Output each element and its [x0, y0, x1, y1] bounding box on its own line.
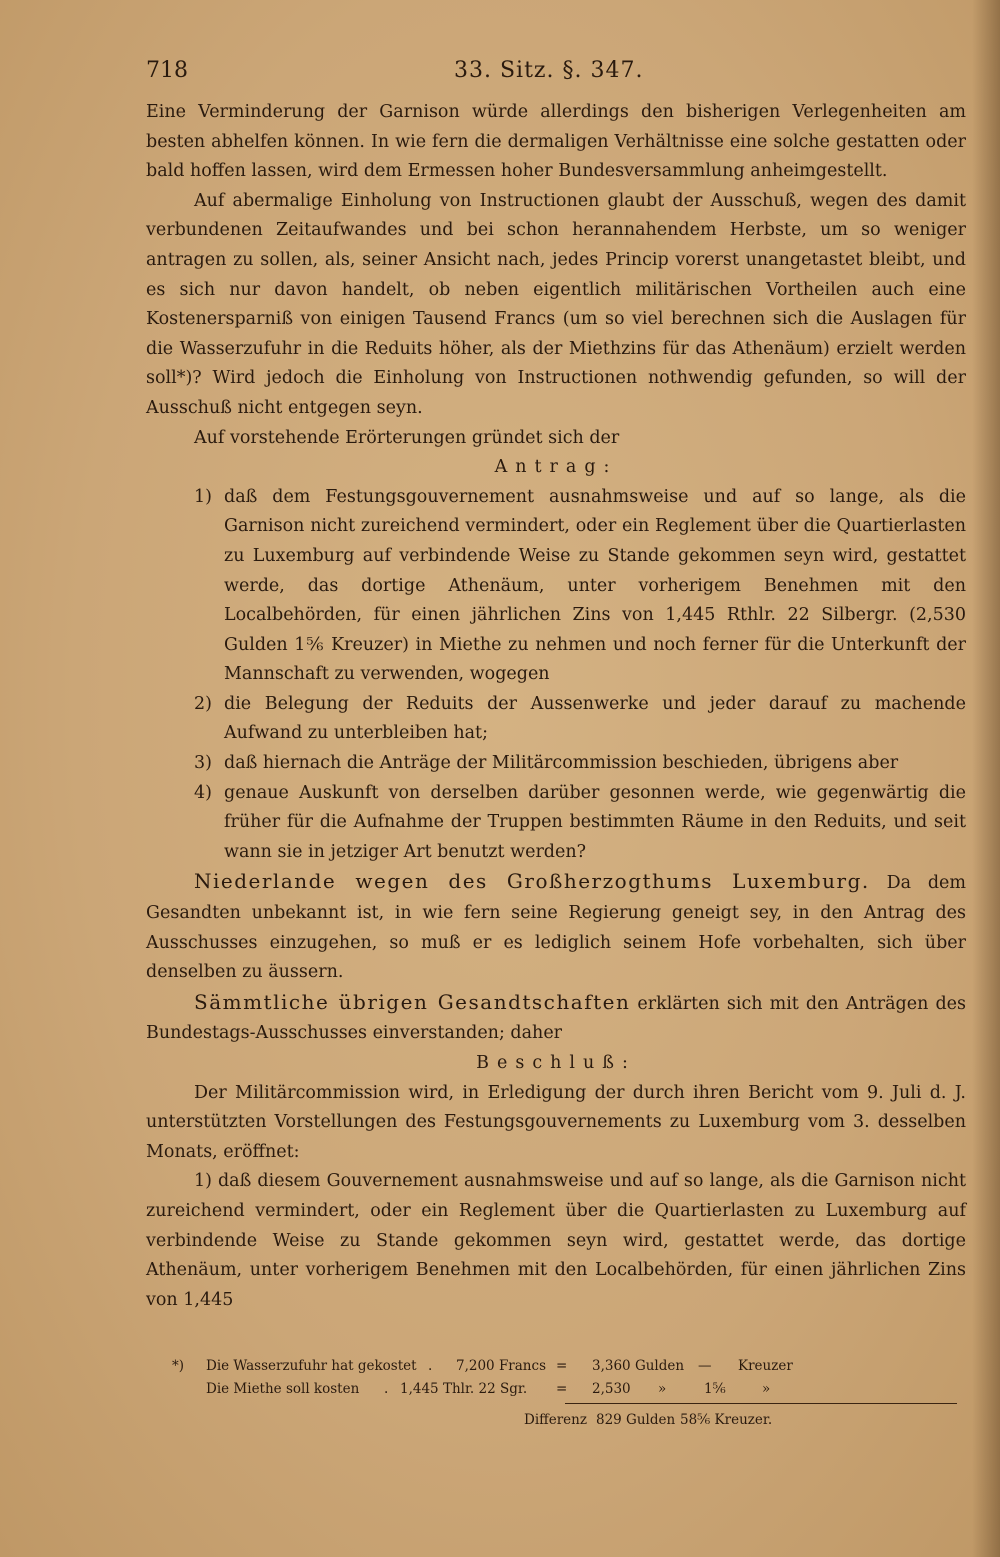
uebrige-text: erklärten sich mit den Anträgen des Bundestags-Ausschusses einverstanden; daher — [146, 993, 966, 1044]
footnote-ditto: » — [658, 1381, 667, 1397]
antrag-heading: Antrag: — [494, 457, 618, 478]
beschluss-item-text: daß diesem Gouvernement ausnahmsweise und auf so lange, als die Garnison nicht zureichend vermindert, oder ein Reglement über die Quartierlasten zu Luxemburg auf verbindende Weise zu Stande gekommen seyn wird, gestattet werde, das dortige Athenäum, unter vorherigem Benehmen mit den Localbehörden, für einen jährlichen Zins von 1,445 — [146, 1171, 966, 1310]
footnote-ditto: » — [762, 1381, 771, 1397]
antrag-item-text: daß dem Festungsgouvernement ausnahmsweise und auf so lange, als die Garnison nicht zureichend vermindert, oder ein Reglement über die Quartierlasten zu Luxemburg auf verbindende Weise zu Stande gekommen seyn wird, gestattet werde, das dortige Athenäum, unter vorherigem Benehmen mit den Localbehörden, für einen jährlichen Zins von 1,445 Rthlr. 22 Silbergr. (2,530 Gulden 1⅚ Kreuzer) in Miethe zu nehmen und noch ferner für die Unterkunft der Mannschaft zu verwenden, wogegen — [224, 486, 966, 685]
footnote-dot: . — [384, 1381, 389, 1397]
antrag-item — [146, 779, 966, 868]
antrag-item-number: 4) — [194, 782, 212, 803]
page-number: 718 — [146, 58, 188, 83]
page-edge-shadow — [972, 0, 1000, 1557]
antrag-item-number: 3) — [194, 753, 212, 774]
page-body — [146, 98, 966, 1315]
footnote-kreuzer: 58⅚ Kreuzer. — [680, 1412, 773, 1428]
antrag-item — [146, 483, 966, 690]
footnote-label: Differenz — [524, 1412, 587, 1428]
antrag-item-text: genaue Auskunft von derselben darüber gesonnen werde, wie gegenwärtig die früher für die Aufnahme der Truppen bestimmten Räume in den Reduits, und seit wann sie in jetziger Art benutzt werden? — [224, 782, 966, 862]
beschluss-heading: Beschluß: — [476, 1053, 636, 1073]
footnote-gulden: 829 Gulden — [596, 1412, 676, 1428]
footnote-label: Die Wasserzufuhr hat gekostet — [206, 1358, 417, 1374]
uebrige-lead: Sämmtliche übrigen Gesandtschaften — [194, 989, 631, 1014]
antrag-item-text: die Belegung der Reduits der Aussenwerke und jeder darauf zu machende Aufwand zu unterbleiben hat; — [224, 693, 966, 744]
footnote-kreuzer: 1⅚ — [704, 1381, 726, 1397]
footnote-equals: = — [556, 1381, 568, 1397]
footnote-kreuzer: — — [698, 1358, 712, 1374]
antrag-item — [146, 749, 966, 779]
footnote-label: Die Miethe soll kosten — [206, 1381, 360, 1397]
footnote-dot: . — [428, 1358, 433, 1374]
niederlande-text: Da dem Gesandten unbekannt ist, in wie fern seine Regierung geneigt sey, in den Antrag des Ausschusses einzugehen, so muß er es lediglich seinem Hofe vorbehalten, sich über denselben zu äussern. — [146, 873, 966, 983]
footnote-row-miethe — [172, 1378, 812, 1401]
paragraph-erorterungen: Auf vorstehende Erörterungen gründet sich der — [194, 427, 620, 448]
footnote-gulden: 2,530 — [592, 1381, 631, 1397]
antrag-item-text: daß hiernach die Anträge der Militärcommission beschieden, übrigens aber — [224, 753, 899, 774]
paragraph-uebrige — [146, 988, 966, 1049]
footnote-row-wasserzufuhr — [172, 1355, 812, 1378]
footnote-gulden: 3,360 Gulden — [592, 1358, 685, 1374]
footnote — [172, 1355, 812, 1432]
paragraph-niederlande — [146, 867, 966, 987]
beschluss-item — [146, 1167, 966, 1315]
antrag-item — [146, 690, 966, 749]
paragraph-garnison: Eine Verminderung der Garnison würde allerdings den bisherigen Verlegenheiten am besten abhelfen können. In wie fern die dermaligen Verhältnisse eine solche gestatten oder bald hoffen lassen, wird dem Ermessen hoher Bundesversammlung anheimgestellt. — [146, 102, 966, 182]
footnote-row-differenz — [172, 1409, 812, 1432]
footnote-marker: *) — [172, 1358, 185, 1374]
page-header — [146, 58, 964, 88]
footnote-amount: 1,445 Thlr. 22 Sgr. — [400, 1381, 528, 1397]
antrag-item-number: 1) — [194, 486, 212, 507]
footnote-amount: 7,200 Francs — [456, 1358, 546, 1374]
beschluss-item-number: 1) — [194, 1171, 212, 1192]
footnote-sum-rule — [565, 1403, 957, 1404]
niederlande-lead: Niederlande wegen des Großherzogthums Luxemburg. — [194, 869, 870, 894]
footnote-equals: = — [556, 1358, 568, 1374]
antrag-item-number: 2) — [194, 693, 212, 714]
paragraph-instructionen: Auf abermalige Einholung von Instructionen glaubt der Ausschuß, wegen des damit verbundenen Zeitaufwandes und bei schon herannahendem Herbste, um so weniger antragen zu sollen, als, seiner Ansicht nach, jedes Princip vorerst unangetastet bleibt, und es sich nur davon handelt, ob neben eigentlich militärischen Vortheilen auch eine Kostenersparniß von einigen Tausend Francs (um so viel berechnen sich die Auslagen für die Wasserzufuhr in die Reduits höher, als der Miethzins für das Athenäum) erzielt werden soll*)? Wird jedoch die Einholung von Instructionen nothwendig gefunden, so will der Ausschuß nicht entgegen seyn. — [146, 190, 966, 418]
footnote-kreuzer-label: Kreuzer — [738, 1358, 793, 1374]
paragraph-beschluss: Der Militärcommission wird, in Erledigung der durch ihren Bericht vom 9. Juli d. J. unterstützten Vorstellungen des Festungsgouvernements zu Luxemburg vom 3. desselben Monats, eröffnet: — [146, 1082, 966, 1162]
running-head: 33. Sitz. §. 347. — [454, 58, 644, 83]
